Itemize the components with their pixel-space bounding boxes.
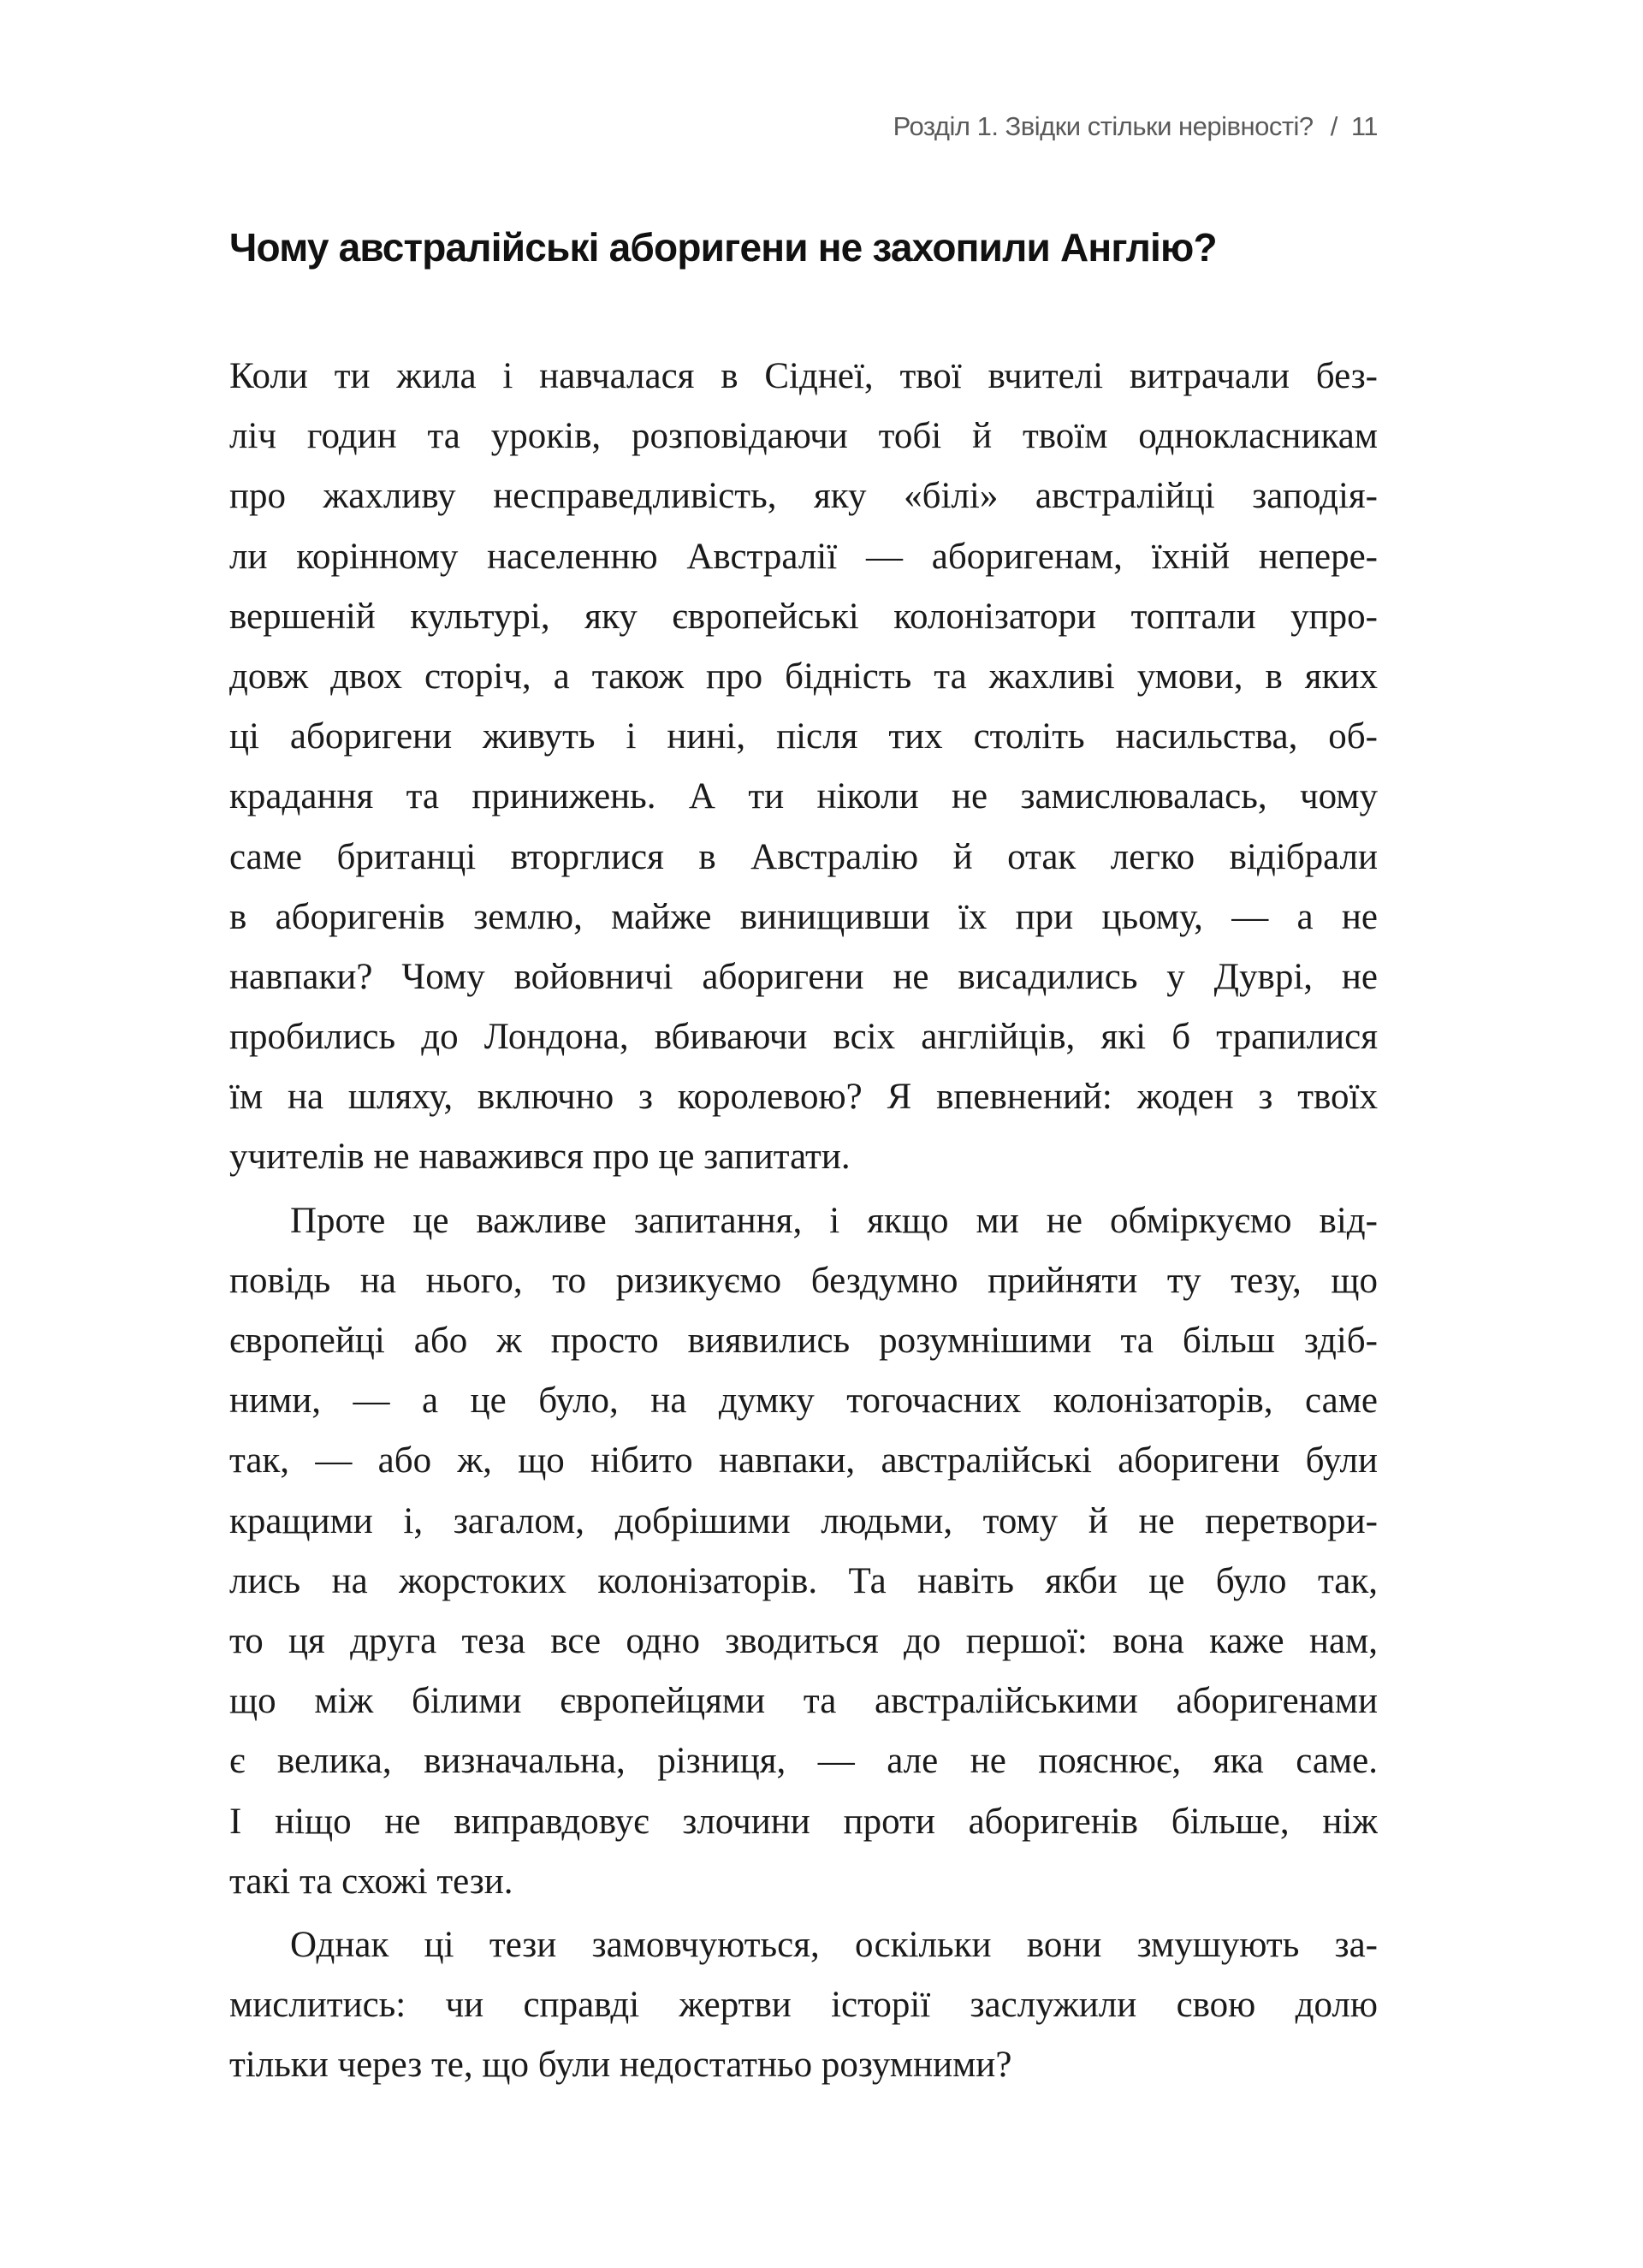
text-line: учителів не наважився про це запитати.	[229, 1137, 851, 1178]
body-text	[229, 347, 1378, 2095]
text-line: саме британці вторглися в Австралію й отак легко відібрали	[229, 836, 1378, 877]
paragraph	[229, 1915, 1378, 2096]
text-line: довж двох сторіч, а також про бідність та жахливі умови, в яких	[229, 656, 1378, 697]
separator: /	[1330, 111, 1338, 141]
text-line: Однак ці тези замовчуються, оскільки вони змушують за-	[290, 1924, 1378, 1965]
text-line: такі та схожі тези.	[229, 1861, 513, 1902]
text-line: крадання та принижень. А ти ніколи не замислювалась, чому	[229, 776, 1378, 817]
text-line: тільки через те, що були недостатньо розумними?	[229, 2045, 1012, 2086]
text-line: І ніщо не виправдовує злочини проти аборигенів більше, ніж	[229, 1801, 1378, 1842]
text-line: про жахливу несправедливість, яку «білі» австралійці заподія-	[229, 476, 1378, 517]
text-line: європейці або ж просто виявились розумнішими та більш здіб-	[229, 1321, 1378, 1361]
text-line: ними, — а це було, на думку тогочасних колонізаторів, саме	[229, 1380, 1378, 1422]
text-line: пробились до Лондона, вбиваючи всіх англійців, які б трапилися	[229, 1017, 1378, 1058]
text-line: мислитись: чи справді жертви історії заслужили свою долю	[229, 1985, 1378, 2026]
text-line: так, — або ж, що нібито навпаки, австралійські аборигени були	[229, 1440, 1378, 1481]
text-line: що між білими європейцями та австралійськими аборигенами	[229, 1681, 1378, 1722]
text-line: вершеній культурі, яку європейські колонізатори топтали упро-	[229, 596, 1378, 637]
text-line: є велика, визначальна, різниця, — але не пояснює, яка саме.	[229, 1741, 1378, 1782]
running-header	[893, 111, 1378, 142]
text-line: повідь на нього, то ризикуємо бездумно прийняти ту тезу, що	[229, 1260, 1378, 1301]
section-heading: Чому австралійські аборигени не захопили Англію?	[229, 225, 1217, 270]
text-line: Проте це важливе запитання, і якщо ми не обміркуємо від-	[290, 1200, 1378, 1241]
text-line: ліч годин та уроків, розповідаючи тобі й твоїм однокласникам	[229, 416, 1378, 457]
paragraph	[229, 347, 1378, 1188]
text-line: в аборигенів землю, майже винищивши їх при цьому, — а не	[229, 896, 1378, 937]
text-line: їм на шляху, включно з королевою? Я впевнений: жоден з твоїх	[229, 1077, 1378, 1118]
paragraph	[229, 1191, 1378, 1912]
text-line: ли корінному населенню Австралії — аборигенам, їхній непере-	[229, 536, 1378, 577]
text-line: ці аборигени живуть і нині, після тих століть насильства, об-	[229, 716, 1378, 757]
page-number: 11	[1350, 111, 1378, 141]
text-line: навпаки? Чому войовничі аборигени не висадились у Дуврі, не	[229, 956, 1378, 997]
chapter-title: Розділ 1. Звідки стільки нерівності?	[893, 111, 1314, 141]
text-line: кращими і, загалом, добрішими людьми, тому й не перетвори-	[229, 1500, 1378, 1541]
text-line: Коли ти жила і навчалася в Сіднеї, твої вчителі витрачали без-	[229, 356, 1378, 396]
text-line: то ця друга теза все одно зводиться до першої: вона каже нам,	[229, 1620, 1378, 1661]
text-line: лись на жорстоких колонізаторів. Та навіть якби це було так,	[229, 1560, 1378, 1601]
